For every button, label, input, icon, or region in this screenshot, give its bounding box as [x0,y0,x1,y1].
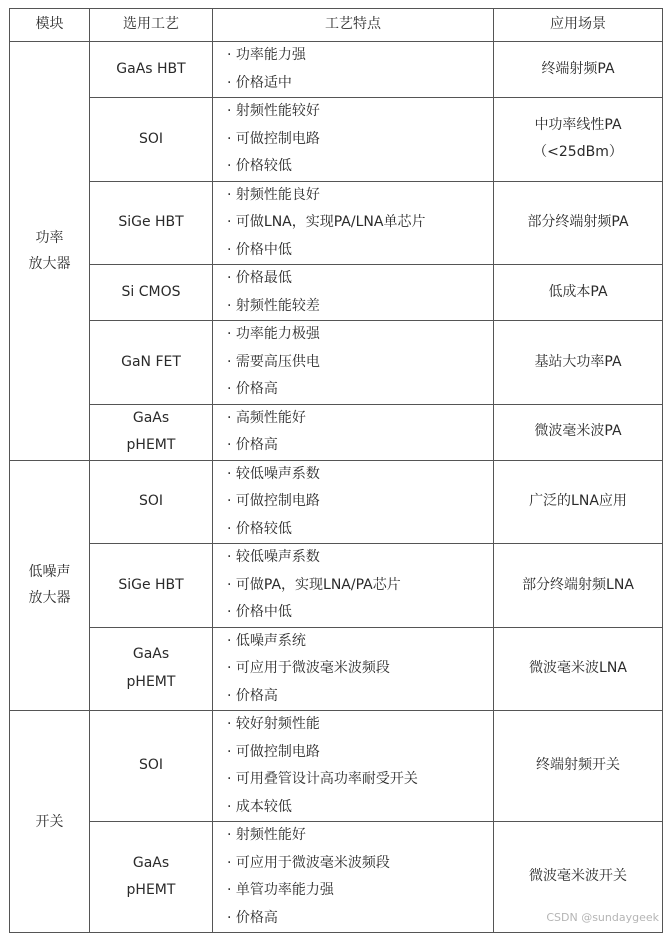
features-cell [213,460,494,544]
cell-line: SOI [138,493,164,509]
cell-line: · 可做控制电路 [227,130,320,147]
cell-line: · 成本较低 [227,798,292,815]
cell-line: 微波毫米波开关 [529,868,627,885]
process-cell [90,822,213,933]
cell-line: SOI [138,757,164,774]
process-cell [90,544,213,628]
application-cell [494,98,663,182]
application-cell [494,404,663,460]
cell-line: · 高频性能好 [227,409,306,426]
cell-line: · 射频性能好 [227,827,306,843]
cell-line: 微波毫米波LNA [529,660,627,676]
cell-line: · 较好射频性能 [227,716,320,732]
module-cell [10,42,90,461]
cell-line: 终端射频开关 [536,757,620,774]
cell-line: 广泛的LNA应用 [529,493,627,509]
cell-line: pHEMT [126,882,176,898]
cell-line: · 射频性能较差 [227,297,320,314]
cell-line: SOI [138,130,164,147]
cell-line: · 功率能力极强 [227,326,320,342]
cell-line: 功率 [35,229,64,246]
features-cell [213,404,494,460]
features-cell [213,627,494,711]
cell-line: 中功率线性PA [534,116,622,133]
cell-line: · 价格中低 [227,241,292,258]
cell-line: 低噪声 [28,564,71,581]
cell-line: 基站大功率PA [534,353,622,370]
application-cell [494,42,663,98]
cell-line: · 射频性能较好 [227,103,320,119]
features-cell [213,544,494,628]
cell-line: · 可做LNA，实现PA/LNA单芯片 [227,214,426,230]
application-cell [494,265,663,321]
watermark: CSDN @sundaygeek [546,911,659,924]
module-cell [10,711,90,933]
process-cell [90,321,213,405]
process-cell [90,404,213,460]
table-row [10,98,663,182]
process-cell [90,42,213,98]
application-cell [494,627,663,711]
process-cell [90,265,213,321]
cell-line: Si CMOS [121,283,181,300]
cell-line: · 较低噪声系数 [227,465,320,482]
features-cell [213,181,494,265]
module-cell [10,460,90,711]
cell-line: （<25dBm） [533,144,623,161]
process-comparison-table [9,8,663,933]
features-cell [213,822,494,933]
cell-line: · 低噪声系统 [227,632,306,649]
process-cell [90,181,213,265]
cell-line: pHEMT [126,437,176,453]
features-cell [213,98,494,182]
table-row [10,265,663,321]
table-row [10,711,663,822]
header-features: 工艺特点 [213,9,494,42]
cell-line: · 可应用于微波毫米波频段 [227,660,390,676]
application-cell [494,181,663,265]
features-cell [213,42,494,98]
cell-line: SiGe HBT [118,576,184,593]
cell-line: 低成本PA [548,283,608,300]
cell-line: · 价格中低 [227,604,292,620]
application-cell [494,460,663,544]
table-row [10,321,663,405]
cell-line: · 价格高 [227,909,278,926]
features-cell [213,265,494,321]
cell-line: 部分终端射频LNA [522,576,634,593]
application-cell [494,544,663,628]
cell-line: · 功率能力强 [227,47,306,63]
process-cell [90,98,213,182]
cell-line: 部分终端射频PA [527,214,629,230]
header-module: 模块 [10,9,90,42]
cell-line: · 可用叠管设计高功率耐受开关 [227,771,418,787]
process-cell [90,460,213,544]
cell-line: · 价格高 [227,381,278,397]
cell-line: · 可做控制电路 [227,493,320,509]
cell-line: · 价格最低 [227,270,292,286]
cell-line: · 射频性能良好 [227,186,320,203]
header-row [10,9,663,42]
application-cell [494,711,663,822]
cell-line: · 价格适中 [227,74,292,91]
cell-line: GaAs [132,646,170,663]
table-row [10,42,663,98]
cell-line: · 较低噪声系数 [227,549,320,565]
cell-line: · 可做控制电路 [227,743,320,760]
cell-line: 微波毫米波PA [534,423,622,440]
cell-line: 放大器 [28,590,71,607]
cell-line: GaAs [132,409,170,426]
header-process: 选用工艺 [90,9,213,42]
cell-line: · 价格较低 [227,520,292,537]
cell-line: pHEMT [126,673,176,690]
cell-line: · 价格高 [227,687,278,704]
features-cell [213,711,494,822]
process-cell [90,711,213,822]
cell-line: 放大器 [28,255,71,272]
application-cell [494,321,663,405]
cell-line: · 价格较低 [227,158,292,174]
cell-line: GaAs [132,854,170,871]
cell-line: · 价格高 [227,437,278,453]
table-row [10,181,663,265]
table-row [10,627,663,711]
cell-line: · 单管功率能力强 [227,882,334,898]
cell-line: · 需要高压供电 [227,353,320,370]
cell-line: · 可做PA，实现LNA/PA芯片 [227,576,401,593]
cell-line: · 可应用于微波毫米波频段 [227,854,390,871]
table-row [10,460,663,544]
table-body [10,42,663,933]
cell-line: 终端射频PA [541,60,615,77]
table-row [10,404,663,460]
cell-line: 开关 [35,813,64,830]
cell-line: SiGe HBT [118,214,184,230]
process-cell [90,627,213,711]
cell-line: GaN FET [121,353,181,370]
cell-line: GaAs HBT [116,60,186,77]
features-cell [213,321,494,405]
table-row [10,544,663,628]
header-application: 应用场景 [494,9,663,42]
